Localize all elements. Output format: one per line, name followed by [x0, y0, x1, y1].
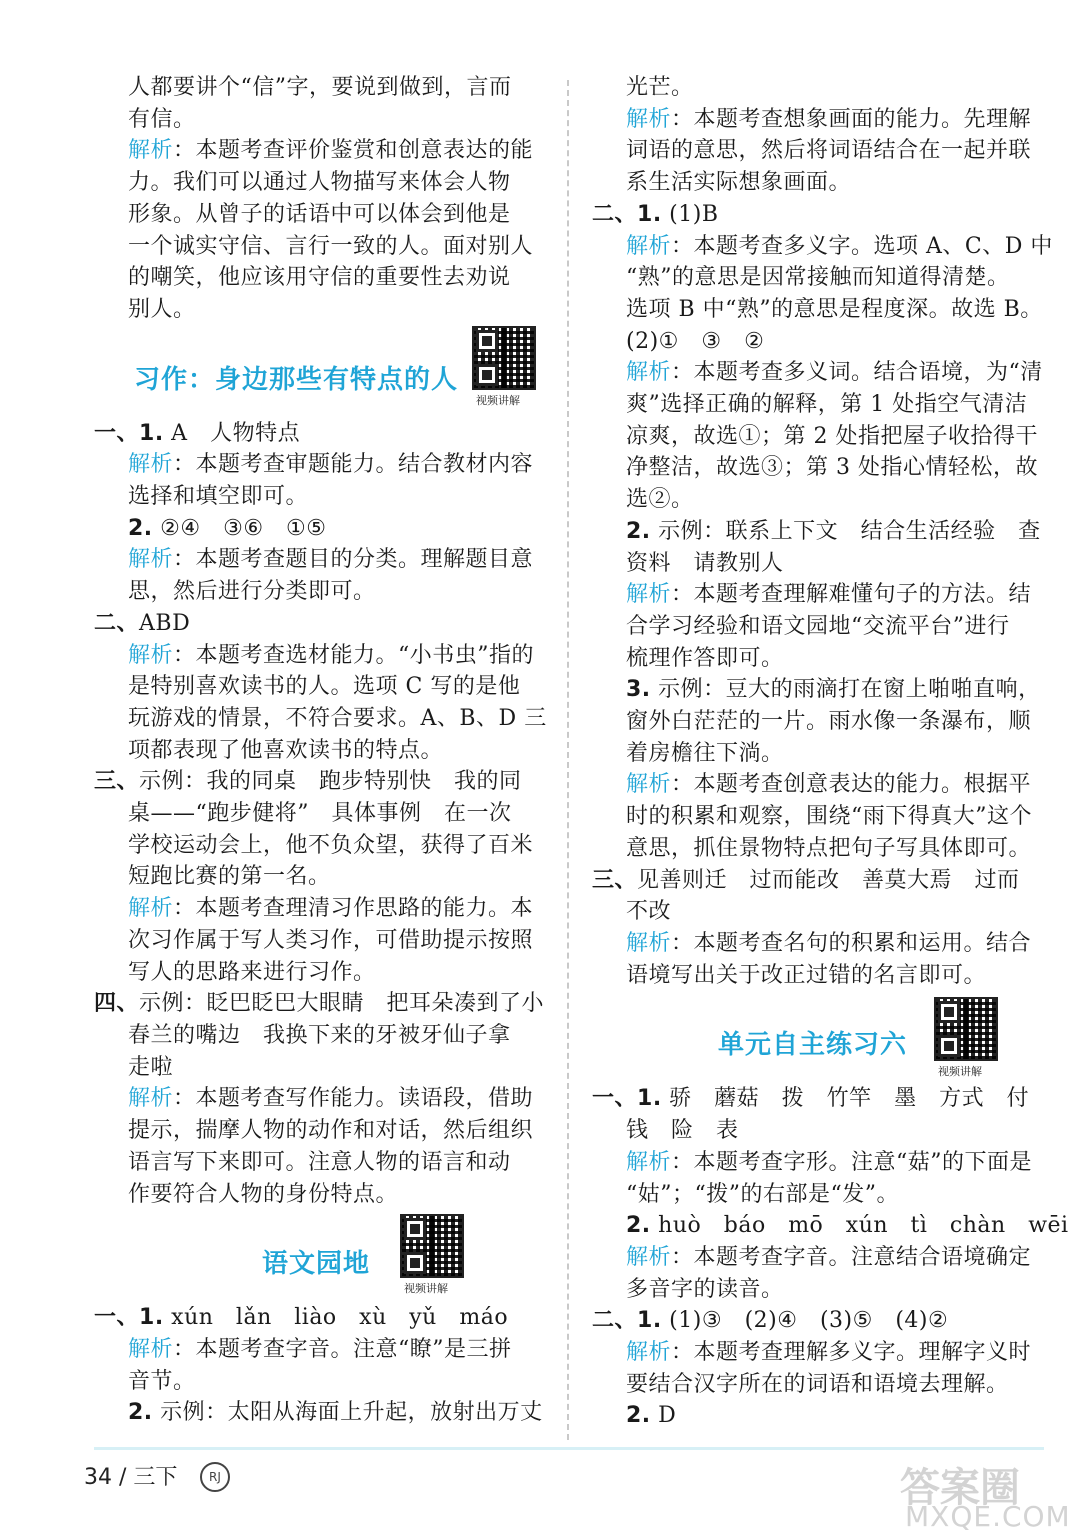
- line-text: ABD: [139, 610, 191, 636]
- line-text: (1)③ (2)④ (3)⑤ (4)②: [661, 1308, 949, 1334]
- line-text: ②④ ③⑥ ①⑤: [152, 515, 327, 541]
- text-line: [592, 801, 1044, 833]
- analysis-label: 解析: [128, 452, 174, 478]
- analysis-label: 解析: [128, 642, 174, 668]
- text-line: [592, 1147, 1044, 1179]
- watermark-logo: 答案圈: [900, 1465, 1020, 1511]
- line-text: ：本题考查选材能力。“小书虫”指的: [173, 642, 535, 668]
- line-text: 爽”选择正确的解释，第 1 处指空气清洁: [626, 392, 1028, 418]
- line-text: 语言写下来即可。注意人物的语言和动: [128, 1149, 511, 1175]
- text-line: [592, 960, 1044, 992]
- line-text: “姑”；“拨”的右部是“发”。: [626, 1181, 899, 1207]
- text-line: [592, 769, 1044, 801]
- line-text: 是特别喜欢读书的人。选项 C 写的是他: [128, 674, 521, 700]
- text-line: [592, 643, 1044, 675]
- text-line: [94, 766, 544, 798]
- line-text: 写人的思路来进行习作。: [128, 959, 376, 985]
- section-heading-yuwen-yuandi: [94, 1210, 544, 1302]
- text-line: [592, 294, 1044, 326]
- line-text: 的嘲笑，他应该用守信的重要性去劝说: [128, 265, 511, 291]
- line-text: 有信。: [128, 106, 196, 132]
- qr-code[interactable]: [934, 997, 998, 1061]
- text-line: [94, 1334, 544, 1366]
- text-line: [592, 389, 1044, 421]
- line-text: 窗外白茫茫的一片。雨水像一条瀑布，顺: [626, 709, 1032, 735]
- line-text: 示例：豆大的雨滴打在窗上啪啪直响，: [650, 677, 1041, 703]
- line-text: 词语的意思，然后将词语结合在一起并联: [626, 138, 1032, 164]
- question-number: 1.: [637, 1308, 662, 1334]
- text-line: [94, 1115, 544, 1147]
- line-text: 次习作属于写人类习作，可借助提示按照: [128, 927, 534, 953]
- text-line: [94, 671, 544, 703]
- text-line: [592, 452, 1044, 484]
- question-number: 2.: [128, 1400, 153, 1426]
- left-block-a: [94, 72, 544, 326]
- text-line: [592, 896, 1044, 928]
- analysis-label: 解析: [626, 582, 672, 608]
- question-section-number: 二、: [94, 610, 140, 636]
- text-line: [94, 231, 544, 263]
- text-line: [592, 611, 1044, 643]
- analysis-label: 解析: [626, 930, 672, 956]
- line-text: 示例：太阳从海面上升起，放射出万丈: [152, 1400, 543, 1426]
- line-text: 凉爽，故选①；第 2 处指把屋子收拾得干: [626, 423, 1038, 449]
- text-line: [94, 798, 544, 830]
- text-line: [592, 1274, 1044, 1306]
- line-text: 玩游戏的情景，不符合要求。A、B、D 三: [128, 705, 547, 731]
- text-line: [592, 548, 1044, 580]
- text-line: [592, 199, 1044, 231]
- section-heading-writing: [94, 326, 544, 418]
- line-text: 桌——“跑步健将” 具体事例 在一次: [128, 801, 512, 827]
- line-text: 光芒。: [626, 75, 694, 100]
- line-text: 选择和填空即可。: [128, 484, 309, 510]
- question-number: 2.: [626, 1213, 651, 1239]
- text-line: [94, 925, 544, 957]
- question-section-number: 二、: [592, 1308, 638, 1334]
- line-text: 选②。: [626, 487, 694, 513]
- line-text: “熟”的意思是因常接触而知道得清楚。: [626, 265, 1010, 291]
- line-text: ：本题考查字形。注意“菇”的下面是: [671, 1149, 1033, 1175]
- line-text: 示例：我的同桌 跑步特别快 我的同: [139, 769, 522, 795]
- text-line: [592, 516, 1044, 548]
- text-line: [94, 735, 544, 767]
- text-line: [592, 579, 1044, 611]
- text-line: [94, 449, 544, 481]
- text-line: [94, 167, 544, 199]
- line-text: ：本题考查写作能力。读语段，借助: [173, 1086, 534, 1112]
- question-section-number: 一、: [94, 1305, 140, 1331]
- text-line: [592, 928, 1044, 960]
- line-text: 走啦: [128, 1054, 174, 1080]
- text-line: [94, 294, 544, 326]
- line-text: 示例：联系上下文 结合生活经验 查: [650, 518, 1041, 544]
- line-text: 净整洁，故选③；第 3 处指心情轻松，故: [626, 455, 1038, 481]
- line-text: 力。我们可以通过人物描写来体会人物: [128, 170, 511, 196]
- left-block-b: [94, 418, 547, 1211]
- text-line: [592, 104, 1044, 136]
- line-text: 选项 B 中“熟”的意思是程度深。故选 B。: [626, 296, 1043, 322]
- question-number: 1.: [637, 201, 662, 227]
- analysis-label: 解析: [626, 233, 672, 259]
- text-line: [592, 1400, 1044, 1432]
- text-line: [94, 513, 544, 545]
- text-line: [592, 135, 1044, 167]
- line-text: ：本题考查名句的积累和运用。结合: [671, 930, 1032, 956]
- column-divider: [567, 80, 569, 1440]
- line-text: ：本题考查多义字。选项 A、C、D 中: [671, 233, 1053, 259]
- text-line: [592, 706, 1044, 738]
- line-text: 着房檐往下淌。: [626, 740, 784, 766]
- text-line: [94, 1179, 544, 1211]
- analysis-label: 解析: [626, 772, 672, 798]
- question-number: 1.: [139, 1305, 164, 1331]
- line-text: 一个诚实守信、言行一致的人。面对别人: [128, 233, 534, 259]
- text-line: [94, 544, 544, 576]
- line-text: 提示，揣摩人物的动作和对话，然后组织: [128, 1118, 534, 1144]
- text-line: [94, 988, 544, 1020]
- text-line: [94, 640, 544, 672]
- line-text: 示例：眨巴眨巴大眼睛 把耳朵凑到了小: [139, 991, 545, 1017]
- text-line: [94, 1083, 544, 1115]
- qr-code[interactable]: [472, 326, 536, 390]
- line-text: 见善则迁 过而能改 善莫大焉 过而: [637, 867, 1020, 893]
- text-line: [94, 957, 544, 989]
- line-text: 意思，抓住景物特点把句子写具体即可。: [626, 835, 1032, 861]
- line-text: 人都要讲个“信”字，要说到做到，言而: [128, 75, 512, 100]
- question-number: 2.: [626, 518, 651, 544]
- text-line: [94, 1366, 544, 1398]
- line-text: 春兰的嘴边 我换下来的牙被牙仙子拿: [128, 1022, 511, 1048]
- line-text: 合学习经验和语文园地“交流平台”进行: [626, 613, 1010, 639]
- line-text: xún lǎn liào xù yǔ máo: [163, 1305, 509, 1331]
- text-line: [94, 481, 544, 513]
- text-line: [592, 833, 1044, 865]
- line-text: (2)① ③ ②: [626, 328, 765, 354]
- analysis-label: 解析: [128, 1086, 174, 1112]
- text-line: [592, 1115, 1044, 1147]
- line-text: 学校运动会上，他不负众望，获得了百米: [128, 832, 534, 858]
- question-number: 2.: [128, 515, 153, 541]
- qr-caption: 视频讲解: [938, 1065, 982, 1079]
- text-line: [592, 262, 1044, 294]
- line-text: 不改: [626, 899, 672, 925]
- analysis-label: 解析: [626, 1149, 672, 1175]
- line-text: A 人物特点: [163, 420, 301, 446]
- text-line: [592, 357, 1044, 389]
- line-text: ：本题考查理解多义字。理解字义时: [671, 1340, 1032, 1366]
- text-line: [94, 1397, 544, 1429]
- section-heading-unit-practice: [592, 991, 1044, 1083]
- question-section-number: 一、: [94, 420, 140, 446]
- text-line: [592, 674, 1044, 706]
- line-text: 多音字的读音。: [626, 1276, 784, 1302]
- text-line: [592, 484, 1044, 516]
- question-number: 1.: [637, 1086, 662, 1112]
- text-line: [592, 326, 1044, 358]
- text-line: [94, 893, 544, 925]
- text-line: [94, 1052, 544, 1084]
- text-line: [592, 1369, 1044, 1401]
- line-text: 项都表现了他喜欢读书的特点。: [128, 737, 444, 763]
- text-line: [94, 262, 544, 294]
- line-text: ：本题考查理解难懂句子的方法。结: [671, 582, 1032, 608]
- line-text: ：本题考查理清习作思路的能力。本: [173, 896, 534, 922]
- line-text: D: [650, 1403, 677, 1429]
- line-text: 要结合汉字所在的词语和语境去理解。: [626, 1371, 1009, 1397]
- analysis-label: 解析: [128, 896, 174, 922]
- qr-code[interactable]: [400, 1214, 464, 1278]
- analysis-label: 解析: [626, 360, 672, 386]
- qr-caption: 视频讲解: [404, 1282, 448, 1296]
- text-line: [94, 104, 544, 136]
- question-number: 2.: [626, 1403, 651, 1429]
- text-line: [94, 1302, 544, 1334]
- text-line: [94, 576, 544, 608]
- question-section-number: 四、: [94, 991, 140, 1017]
- line-text: ：本题考查题目的分类。理解题目意: [173, 547, 534, 573]
- left-column: [94, 72, 547, 1429]
- line-text: 时的积累和观察，围绕“雨下得真大”这个: [626, 804, 1032, 830]
- line-text: 骄 蘑菇 拨 竹竿 墨 方式 付: [661, 1086, 1030, 1112]
- text-line: [592, 738, 1044, 770]
- analysis-label: 解析: [626, 1340, 672, 1366]
- text-line: [94, 199, 544, 231]
- text-line: [94, 418, 544, 450]
- line-text: 形象。从曾子的话语中可以体会到他是: [128, 201, 511, 227]
- question-number: 1.: [139, 420, 164, 446]
- question-section-number: 二、: [592, 201, 638, 227]
- line-text: ：本题考查创意表达的能力。根据平: [671, 772, 1032, 798]
- text-line: [94, 861, 544, 893]
- text-line: [94, 830, 544, 862]
- text-line: [592, 1210, 1069, 1242]
- line-text: ：本题考查审题能力。结合教材内容: [173, 452, 534, 478]
- text-line: [94, 608, 544, 640]
- watermark-domain: MXQE.COM: [905, 1500, 1071, 1533]
- analysis-label: 解析: [626, 1244, 672, 1270]
- line-text: ：本题考查字音。注意结合语境确定: [671, 1244, 1032, 1270]
- page-number: 34 / 三下: [84, 1465, 178, 1490]
- line-text: 资料 请教别人: [626, 550, 784, 576]
- line-text: 钱 险 表: [626, 1118, 739, 1144]
- analysis-label: 解析: [128, 138, 174, 164]
- heading-title: 单元自主练习六: [718, 1030, 908, 1061]
- heading-title: 习作：身边那些有特点的人: [134, 364, 459, 395]
- text-line: [592, 1242, 1044, 1274]
- question-number: 3.: [626, 677, 651, 703]
- line-text: 短跑比赛的第一名。: [128, 864, 331, 890]
- text-line: [592, 231, 1053, 263]
- line-text: 语境写出关于改正过错的名言即可。: [626, 962, 987, 988]
- text-line: [592, 421, 1044, 453]
- question-section-number: 三、: [94, 769, 140, 795]
- line-text: ：本题考查多义词。结合语境，为“清: [671, 360, 1043, 386]
- question-section-number: 一、: [592, 1086, 638, 1112]
- text-line: [592, 1337, 1044, 1369]
- analysis-label: 解析: [626, 106, 672, 132]
- line-text: 系生活实际想象画面。: [626, 170, 852, 196]
- text-line: [94, 72, 544, 104]
- footer-rule: [94, 1447, 1044, 1450]
- line-text: huò báo mō xún tì chàn wēi: [650, 1213, 1069, 1239]
- text-line: [94, 135, 544, 167]
- question-section-number: 三、: [592, 867, 638, 893]
- text-line: [592, 1305, 1044, 1337]
- text-line: [592, 167, 1044, 199]
- right-block-b: [592, 1083, 1069, 1432]
- line-text: 音节。: [128, 1368, 196, 1394]
- text-line: [94, 1147, 544, 1179]
- text-line: [592, 1083, 1044, 1115]
- line-text: 别人。: [128, 296, 196, 322]
- right-column: [592, 72, 1069, 1432]
- text-line: [94, 703, 547, 735]
- heading-title: 语文园地: [262, 1249, 371, 1280]
- line-text: ：本题考查评价鉴赏和创意表达的能: [173, 138, 534, 164]
- line-text: 梳理作答即可。: [626, 645, 784, 671]
- text-line: [592, 865, 1044, 897]
- line-text: ：本题考查字音。注意“瞭”是三拼: [173, 1336, 512, 1362]
- line-text: ：本题考查想象画面的能力。先理解: [671, 106, 1032, 132]
- left-block-c: [94, 1302, 544, 1429]
- text-line: [592, 72, 1044, 104]
- line-text: (1)B: [661, 201, 719, 227]
- edition-badge: RJ: [200, 1462, 230, 1492]
- qr-caption: 视频讲解: [476, 393, 520, 407]
- text-line: [592, 1179, 1044, 1211]
- text-line: [94, 1020, 544, 1052]
- analysis-label: 解析: [128, 1336, 174, 1362]
- line-text: 思，然后进行分类即可。: [128, 579, 376, 605]
- line-text: 作要符合人物的身份特点。: [128, 1181, 399, 1207]
- right-block-a: [592, 72, 1053, 991]
- analysis-label: 解析: [128, 547, 174, 573]
